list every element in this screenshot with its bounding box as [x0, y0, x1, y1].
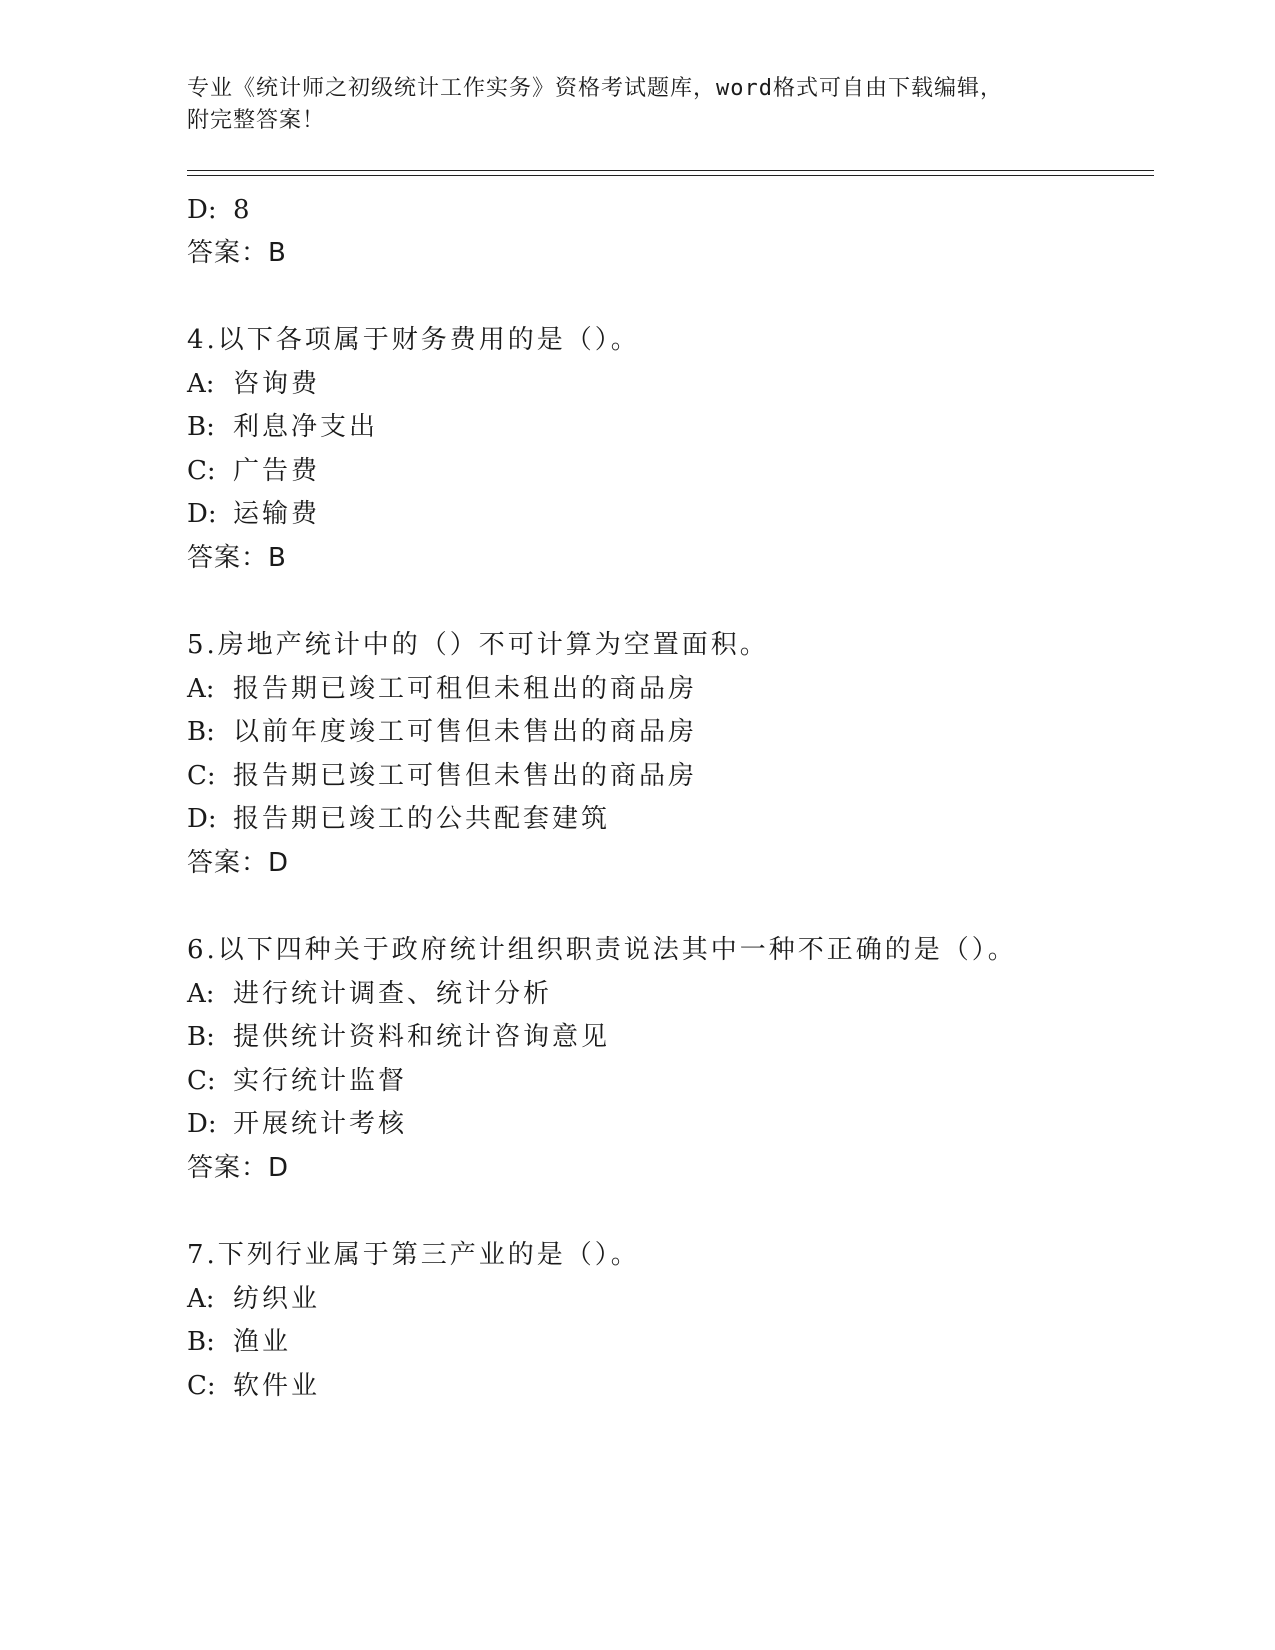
option-letter: D:	[187, 195, 217, 225]
answer-line: 答案：B	[187, 543, 287, 573]
header-rule-top	[187, 170, 1154, 171]
option-letter: B:	[187, 1022, 215, 1052]
option-letter: B:	[187, 717, 215, 747]
question-stem: 5.房地产统计中的（）不可计算为空置面积。	[187, 630, 769, 660]
option-b	[187, 1024, 610, 1050]
option-a	[187, 676, 697, 702]
option-text: 开展统计考核	[233, 1109, 408, 1139]
option-c	[187, 763, 697, 789]
option-d	[187, 1111, 407, 1137]
option-a	[187, 371, 320, 397]
option-a	[187, 981, 552, 1007]
option-letter: C:	[187, 1066, 216, 1096]
option-b	[187, 414, 378, 440]
option-text: 软件业	[233, 1371, 321, 1401]
option-letter: C:	[187, 761, 216, 791]
option-text: 报告期已竣工可租但未租出的商品房	[233, 674, 698, 704]
option-text: 广告费	[233, 456, 321, 486]
option-d	[187, 806, 610, 832]
option-text: 报告期已竣工的公共配套建筑	[233, 804, 611, 834]
option-d	[187, 501, 320, 527]
option-text: 纺织业	[233, 1284, 321, 1314]
option-letter: D:	[187, 804, 217, 834]
option-text: 以前年度竣工可售但未售出的商品房	[233, 717, 698, 747]
option-c	[187, 458, 320, 484]
option-letter: B:	[187, 1327, 215, 1357]
option-text: 8	[233, 195, 253, 225]
option-text: 利息净支出	[233, 412, 379, 442]
option-b	[187, 1329, 291, 1355]
header-line-2: 附完整答案！	[187, 108, 326, 133]
option-text: 实行统计监督	[233, 1066, 408, 1096]
option-c	[187, 1373, 320, 1399]
option-a	[187, 1286, 320, 1312]
option-letter: C:	[187, 456, 216, 486]
option-c	[187, 1068, 407, 1094]
option-letter: A:	[187, 979, 215, 1009]
option-b	[187, 719, 697, 745]
header-rule-bottom	[187, 175, 1154, 176]
option-text: 进行统计调查、统计分析	[233, 979, 553, 1009]
option-letter: A:	[187, 369, 215, 399]
question-stem: 7.下列行业属于第三产业的是（）。	[187, 1240, 640, 1270]
header-line-1: 专业《统计师之初级统计工作实务》资格考试题库，word格式可自由下载编辑，	[187, 76, 1003, 101]
option-letter: A:	[187, 1284, 215, 1314]
question-stem: 6.以下四种关于政府统计组织职责说法其中一种不正确的是（）。	[187, 935, 1017, 965]
option-text: 运输费	[233, 499, 321, 529]
question-stem: 4.以下各项属于财务费用的是（）。	[187, 325, 640, 355]
option-d	[187, 197, 253, 223]
option-letter: C:	[187, 1371, 216, 1401]
answer-line: 答案：D	[187, 848, 290, 878]
option-letter: B:	[187, 412, 215, 442]
option-text: 提供统计资料和统计咨询意见	[233, 1022, 611, 1052]
option-letter: D:	[187, 499, 217, 529]
option-letter: D:	[187, 1109, 217, 1139]
option-letter: A:	[187, 674, 215, 704]
option-text: 报告期已竣工可售但未售出的商品房	[233, 761, 698, 791]
answer-line: 答案：B	[187, 238, 287, 268]
answer-line: 答案：D	[187, 1153, 290, 1183]
option-text: 咨询费	[233, 369, 321, 399]
option-text: 渔业	[233, 1327, 292, 1357]
